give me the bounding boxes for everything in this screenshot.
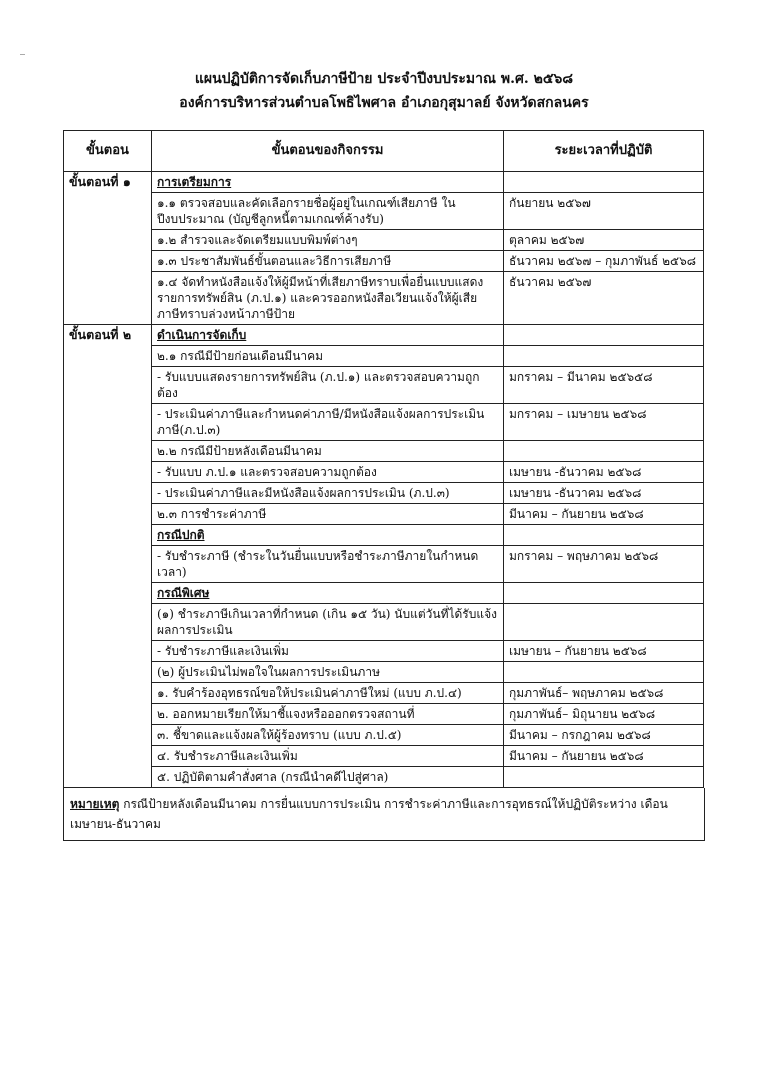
period-cell: มกราคม – พฤษภาคม ๒๕๖๘ bbox=[504, 546, 704, 583]
remark-label: หมายเหตุ bbox=[70, 797, 120, 811]
table-row bbox=[64, 662, 704, 683]
activity-cell: - รับชำระภาษีและเงินเพิ่ม bbox=[152, 641, 504, 662]
period-cell: เมษายน – กันยายน ๒๕๖๘ bbox=[504, 641, 704, 662]
period-cell bbox=[504, 525, 704, 546]
table-row bbox=[64, 404, 704, 441]
period-cell bbox=[504, 325, 704, 346]
activity-cell: - ประเมินค่าภาษีและมีหนังสือแจ้งผลการประเมิน (ภ.ป.๓) bbox=[152, 483, 504, 504]
table-row bbox=[64, 346, 704, 367]
period-cell: ธันวาคม ๒๕๖๗ – กุมภาพันธ์ ๒๕๖๘ bbox=[504, 251, 704, 272]
table-row bbox=[64, 525, 704, 546]
activity-cell: - รับชำระภาษี (ชำระในวันยื่นแบบหรือชำระภาษีภายในกำหนดเวลา) bbox=[152, 546, 504, 583]
activity-cell: (๒) ผู้ประเมินไม่พอใจในผลการประเมินภาษ bbox=[152, 662, 504, 683]
period-cell bbox=[504, 583, 704, 604]
period-cell bbox=[504, 172, 704, 193]
activity-cell: ๑.๔ จัดทำหนังสือแจ้งให้ผู้มีหน้าที่เสียภาษีทราบเพื่อยื่นแบบแสดง รายการทรัพย์สิน (ภ.ป.๑) และควรออกหนังสือเวียนแจ้งให้ผู้เสีย ภาษีทราบล่วงหน้าภาษีป้าย bbox=[152, 272, 504, 325]
table-row bbox=[64, 725, 704, 746]
table-row bbox=[64, 251, 704, 272]
table-row bbox=[64, 230, 704, 251]
table-row bbox=[64, 546, 704, 583]
period-cell: มีนาคม – กันยายน ๒๕๖๘ bbox=[504, 746, 704, 767]
table-row bbox=[64, 683, 704, 704]
period-cell: มกราคม – เมษายน ๒๕๖๘ bbox=[504, 404, 704, 441]
activity-cell: ๒.๑ กรณีมีป้ายก่อนเดือนมีนาคม bbox=[152, 346, 504, 367]
activity-cell: - รับแบบแสดงรายการทรัพย์สิน (ภ.ป.๑) และตรวจสอบความถูกต้อง bbox=[152, 367, 504, 404]
table-row bbox=[64, 767, 704, 788]
activity-cell: ๒.๓ การชำระค่าภาษี bbox=[152, 504, 504, 525]
period-cell bbox=[504, 346, 704, 367]
period-cell: มกราคม – มีนาคม ๒๕๖๕๘ bbox=[504, 367, 704, 404]
activity-cell: - รับแบบ ภ.ป.๑ และตรวจสอบความถูกต้อง bbox=[152, 462, 504, 483]
table-row bbox=[64, 704, 704, 725]
period-cell: กุมภาพันธ์– มิถุนายน ๒๕๖๘ bbox=[504, 704, 704, 725]
period-cell bbox=[504, 662, 704, 683]
period-cell: เมษายน -ธันวาคม ๒๕๖๘ bbox=[504, 462, 704, 483]
remark-text: กรณีป้ายหลังเดือนมีนาคม การยื่นแบบการประเมิน การชำระค่าภาษีและการอุทธรณ์ให้ปฏิบัติระหว่าง เดือน เมษายน-ธันวาคม bbox=[70, 797, 668, 831]
header-step: ขั้นตอน bbox=[64, 131, 152, 172]
table-row bbox=[64, 746, 704, 767]
period-cell: กุมภาพันธ์– พฤษภาคม ๒๕๖๘ bbox=[504, 683, 704, 704]
document-title: แผนปฏิบัติการจัดเก็บภาษีป้าย ประจำปีงบประมาณ พ.ศ. ๒๕๖๘ bbox=[194, 71, 574, 87]
case-heading: กรณีพิเศษ bbox=[157, 586, 210, 600]
document-subtitle: องค์การบริหารส่วนตำบลโพธิไพศาล อำเภอกุสุมาลย์ จังหวัดสกลนคร bbox=[179, 95, 589, 111]
table-row bbox=[64, 441, 704, 462]
activity-cell: (๑) ชำระภาษีเกินเวลาที่กำหนด (เกิน ๑๕ วัน) นับแต่วันที่ได้รับแจ้งผลการประเมิน bbox=[152, 604, 504, 641]
table-row bbox=[64, 583, 704, 604]
period-cell: ตุลาคม ๒๕๖๗ bbox=[504, 230, 704, 251]
table-row bbox=[64, 641, 704, 662]
table-row bbox=[64, 483, 704, 504]
activity-cell: ๕. ปฏิบัติตามคำสั่งศาล (กรณีนำคดีไปสู่ศาล) bbox=[152, 767, 504, 788]
section-heading: การเตรียมการ bbox=[157, 175, 232, 189]
table-row bbox=[64, 325, 704, 346]
activity-cell: ๑.๒ สำรวจและจัดเตรียมแบบพิมพ์ต่างๆ bbox=[152, 230, 504, 251]
table-row bbox=[64, 172, 704, 193]
table-row bbox=[64, 604, 704, 641]
period-cell: มีนาคม – กันยายน ๒๕๖๘ bbox=[504, 504, 704, 525]
table-row bbox=[64, 367, 704, 404]
period-cell bbox=[504, 767, 704, 788]
period-cell bbox=[504, 604, 704, 641]
case-heading: กรณีปกติ bbox=[157, 528, 205, 542]
period-cell: กันยายน ๒๕๖๗ bbox=[504, 193, 704, 230]
header-period: ระยะเวลาที่ปฏิบัติ bbox=[504, 131, 704, 172]
step-label: ขั้นตอนที่ ๑ bbox=[64, 172, 152, 325]
step-label: ขั้นตอนที่ ๒ bbox=[64, 325, 152, 788]
remark-box bbox=[63, 788, 705, 841]
scan-mark bbox=[20, 54, 25, 59]
activity-cell: ๔. รับชำระภาษีและเงินเพิ่ม bbox=[152, 746, 504, 767]
period-cell: เมษายน -ธันวาคม ๒๕๖๘ bbox=[504, 483, 704, 504]
activity-cell: ๒.๒ กรณีมีป้ายหลังเดือนมีนาคม bbox=[152, 441, 504, 462]
activity-cell: ๑.๓ ประชาสัมพันธ์ขั้นตอนและวิธีการเสียภาษี bbox=[152, 251, 504, 272]
table-header-row bbox=[64, 131, 704, 172]
activity-cell: ๑. รับคำร้องอุทธรณ์ขอให้ประเมินค่าภาษีใหม่ (แบบ ภ.ป.๔) bbox=[152, 683, 504, 704]
section-heading: ดำเนินการจัดเก็บ bbox=[157, 328, 247, 342]
activity-cell: ๑.๑ ตรวจสอบและคัดเลือกรายชื่อผู้อยู่ในเกณฑ์เสียภาษี ในปีงบประมาณ (บัญชีลูกหนี้ตามเกณฑ์ค้างรับ) bbox=[152, 193, 504, 230]
period-cell: ธันวาคม ๒๕๖๗ bbox=[504, 272, 704, 325]
table-row bbox=[64, 272, 704, 325]
period-cell bbox=[504, 441, 704, 462]
table-row bbox=[64, 193, 704, 230]
activity-cell: ๓. ชี้ขาดและแจ้งผลให้ผู้ร้องทราบ (แบบ ภ.ป.๕) bbox=[152, 725, 504, 746]
period-cell: มีนาคม – กรกฎาคม ๒๕๖๘ bbox=[504, 725, 704, 746]
table-row bbox=[64, 504, 704, 525]
header-activity: ขั้นตอนของกิจกรรม bbox=[152, 131, 504, 172]
table-row bbox=[64, 462, 704, 483]
plan-table bbox=[63, 130, 704, 788]
activity-cell: ๒. ออกหมายเรียกให้มาชี้แจงหรือออกตรวจสถานที่ bbox=[152, 704, 504, 725]
activity-cell: - ประเมินค่าภาษีและกำหนดค่าภาษี/มีหนังสือแจ้งผลการประเมินภาษี(ภ.ป.๓) bbox=[152, 404, 504, 441]
